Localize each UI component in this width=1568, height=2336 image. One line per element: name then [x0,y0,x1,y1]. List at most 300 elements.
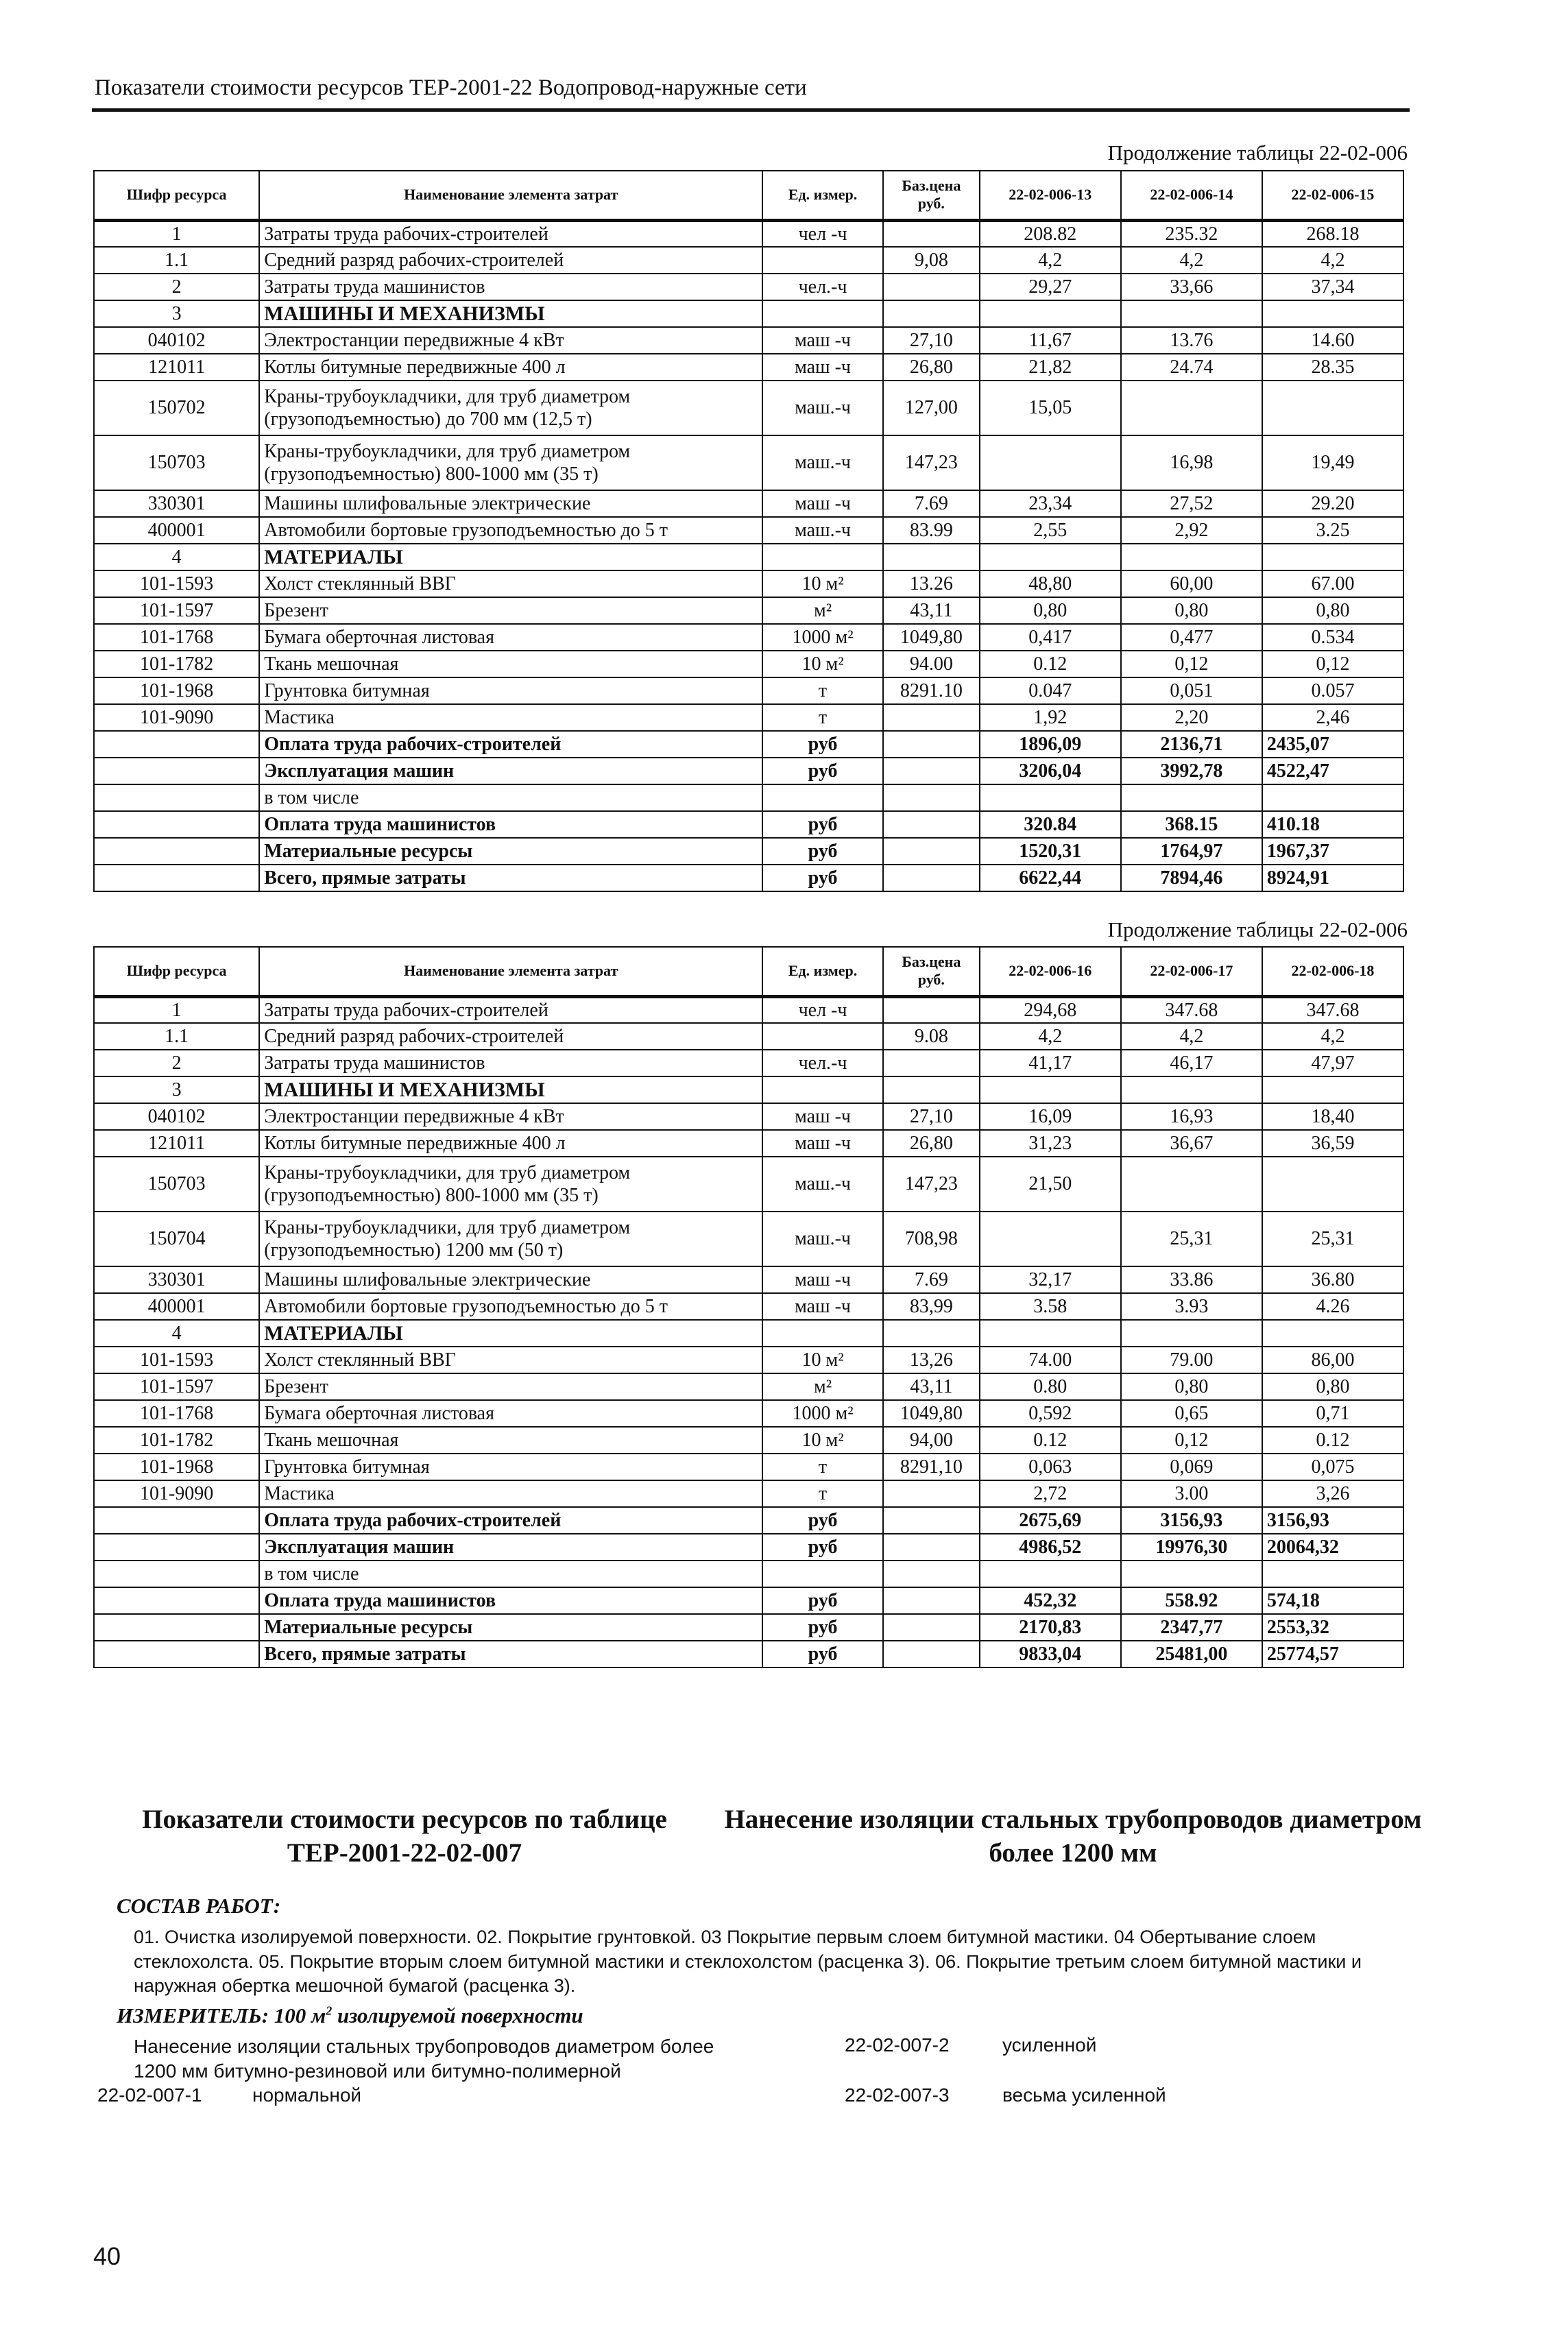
summary-cell: руб [762,865,883,891]
table-cell: Котлы битумные передвижные 400 л [259,354,762,381]
variant-code-2: 22-02-007-2 [845,2034,950,2056]
table-cell: маш -ч [762,1103,883,1130]
summary-cell [883,731,980,758]
table-cell: 4,2 [1262,1023,1403,1050]
table-cell: 10 м² [762,570,883,597]
summary-cell: 1764,97 [1121,838,1262,865]
summary-cell [883,1507,980,1534]
table-cell: 1000 м² [762,624,883,651]
table-cell: маш -ч [762,327,883,354]
summary-cell: 2170,83 [980,1614,1121,1641]
measure-prefix: ИЗМЕРИТЕЛЬ: 100 м [117,2003,326,2027]
table-row [94,1130,1403,1157]
table-cell: 11,67 [980,327,1121,354]
summary-row [94,811,1403,838]
summary-cell: в том числе [259,1561,762,1587]
table-cell [883,1320,980,1347]
table-cell: 101-1597 [94,597,259,624]
table-cell: Краны-трубоукладчики, для труб диаметром (грузоподъемностью) 1200 мм (50 т) [259,1212,762,1266]
table-cell: 28.35 [1262,354,1403,381]
table-cell: 4,2 [980,1023,1121,1050]
table-cell: 48,80 [980,570,1121,597]
table-cell: 94.00 [883,651,980,677]
table-cell: маш.-ч [762,517,883,544]
variant-name-3: весьма усиленной [1002,2084,1166,2106]
table-row [94,651,1403,677]
table-cell: 3.93 [1121,1293,1262,1320]
summary-cell: 4986,52 [980,1534,1121,1561]
summary-cell: руб [762,1534,883,1561]
table-cell: 0.047 [980,677,1121,704]
summary-row [94,731,1403,758]
table-cell: 43,11 [883,597,980,624]
summary-row [94,1587,1403,1614]
table-cell: 13.76 [1121,327,1262,354]
header-cell: 22-02-006-13 [980,171,1121,220]
table-cell: 127,00 [883,381,980,435]
table-row [94,1454,1403,1480]
table-row [94,1266,1403,1293]
table-cell [883,300,980,327]
table-cell: 19,49 [1262,435,1403,490]
summary-cell [980,1561,1121,1587]
summary-cell: Всего, прямые затраты [259,865,762,891]
table-cell: 347.68 [1262,996,1403,1023]
table-cell: Краны-трубоукладчики, для труб диаметром (грузоподъемностью) 800-1000 мм (35 т) [259,435,762,490]
table-cell: Машины шлифовальные электрические [259,490,762,517]
table-cell [762,1023,883,1050]
table-row [94,1050,1403,1076]
measure-suffix: изолируемой поверхности [332,2003,583,2027]
table-cell: Краны-трубоукладчики, для труб диаметром (грузоподъемностью) до 700 мм (12,5 т) [259,381,762,435]
table-cell: 0,477 [1121,624,1262,651]
summary-cell: 452,32 [980,1587,1121,1614]
summary-cell: 3206,04 [980,758,1121,784]
table-cell: маш -ч [762,1130,883,1157]
table-cell: 0,063 [980,1454,1121,1480]
table-row [94,381,1403,435]
table-cell: 4,2 [1262,247,1403,274]
table-row [94,1373,1403,1400]
table-cell: 268.18 [1262,220,1403,247]
table-cell: маш -ч [762,1293,883,1320]
table-cell: чел.-ч [762,1050,883,1076]
summary-cell [883,838,980,865]
summary-cell: 368.15 [1121,811,1262,838]
table-cell [1262,784,1403,811]
table-cell [883,1480,980,1507]
table-cell: 0,80 [1262,597,1403,624]
header-cell: 22-02-006-18 [1262,947,1403,996]
header-cell: 22-02-006-15 [1262,171,1403,220]
table-cell: 18,40 [1262,1103,1403,1130]
table-cell: Машины шлифовальные электрические [259,1266,762,1293]
table-cell [94,1614,259,1641]
table-row [94,247,1403,274]
table-cell [1262,381,1403,435]
table-cell: 15,05 [980,381,1121,435]
table-cell: 150703 [94,435,259,490]
table-cell: 150702 [94,381,259,435]
table-row [94,996,1403,1023]
header-cell: Баз.цена руб. [883,947,980,996]
table-row [94,704,1403,731]
summary-cell: Оплата труда рабочих-строителей [259,731,762,758]
table-cell: Ткань мешочная [259,1427,762,1454]
table-cell: Затраты труда рабочих-строителей [259,996,762,1023]
table-cell: 47,97 [1262,1050,1403,1076]
table-cell: чел -ч [762,220,883,247]
table-row [94,570,1403,597]
table-cell: 1.1 [94,1023,259,1050]
table-cell: МАШИНЫ И МЕХАНИЗМЫ [259,1076,762,1103]
table-cell: Грунтовка битумная [259,677,762,704]
table2-continuation: Продолжение таблицы 22-02-006 [1107,917,1408,941]
table-cell: 1 [94,220,259,247]
table-cell: 94,00 [883,1427,980,1454]
summary-cell [883,811,980,838]
table-cell: Холст стеклянный ВВГ [259,1347,762,1373]
section-title-left: Показатели стоимости ресурсов по таблице ТЕР-2001-22-02-007 [142,1805,667,1868]
table-cell: 67.00 [1262,570,1403,597]
summary-cell [883,1561,980,1587]
table-cell [883,544,980,570]
table-cell: 37,34 [1262,274,1403,300]
summary-cell: 2675,69 [980,1507,1121,1534]
table-cell: 4.26 [1262,1293,1403,1320]
table-cell: 4,2 [980,247,1121,274]
header-cell: Шифр ресурса [94,171,259,220]
summary-row [94,1534,1403,1561]
table-cell [94,784,259,811]
variant-name-2: усиленной [1002,2034,1097,2056]
table-cell: 2 [94,274,259,300]
table-cell [1262,1561,1403,1587]
table-cell [1121,1320,1262,1347]
summary-cell: руб [762,1587,883,1614]
header-cell: 22-02-006-16 [980,947,1121,996]
summary-cell [1121,1561,1262,1587]
table-cell: Бумага оберточная листовая [259,624,762,651]
header-cell: Наименование элемента затрат [259,171,762,220]
table-cell: 040102 [94,327,259,354]
summary-cell: 1896,09 [980,731,1121,758]
header-rule [92,108,1410,112]
table-cell: 7.69 [883,1266,980,1293]
table-cell: чел.-ч [762,274,883,300]
table-cell: 1,92 [980,704,1121,731]
table-cell: МАШИНЫ И МЕХАНИЗМЫ [259,300,762,327]
table-cell: 4,2 [1121,1023,1262,1050]
table-row [94,354,1403,381]
summary-cell: 3992,78 [1121,758,1262,784]
header-cell: 22-02-006-17 [1121,947,1262,996]
table-cell: 14.60 [1262,327,1403,354]
table-cell: 16,98 [1121,435,1262,490]
table-cell: т [762,677,883,704]
table-cell: 3156,93 [1262,1507,1403,1534]
table-cell: 3.58 [980,1293,1121,1320]
table-cell: т [762,1454,883,1480]
table-cell: т [762,704,883,731]
table-cell: 23,34 [980,490,1121,517]
table-cell: Средний разряд рабочих-строителей [259,1023,762,1050]
table-cell: 3.25 [1262,517,1403,544]
table-cell: 101-9090 [94,1480,259,1507]
table-row [94,624,1403,651]
table-cell: 4 [94,1320,259,1347]
summary-cell: руб [762,811,883,838]
summary-cell: 3156,93 [1121,1507,1262,1534]
table-cell [94,1534,259,1561]
table-cell: 79.00 [1121,1347,1262,1373]
table-cell [762,1320,883,1347]
table-cell: 1 [94,996,259,1023]
summary-row [94,758,1403,784]
summary-row [94,838,1403,865]
table-cell: 10 м² [762,1347,883,1373]
table-row [94,1212,1403,1266]
summary-cell: Оплата труда машинистов [259,811,762,838]
table-cell: 101-1768 [94,1400,259,1427]
table-cell: 83.99 [883,517,980,544]
table-cell: 25774,57 [1262,1641,1403,1667]
summary-row [94,1641,1403,1667]
table-row [94,1347,1403,1373]
table-cell: 0.80 [980,1373,1121,1400]
table-cell [94,1507,259,1534]
summary-cell [883,1587,980,1614]
table-cell: 36.80 [1262,1266,1403,1293]
summary-cell: 320.84 [980,811,1121,838]
table-cell: 0,80 [1262,1373,1403,1400]
summary-cell: 558.92 [1121,1587,1262,1614]
table-cell: 1049,80 [883,1400,980,1427]
table-cell: 3,26 [1262,1480,1403,1507]
table-cell: 2,20 [1121,704,1262,731]
table-cell: Краны-трубоукладчики, для труб диаметром (грузоподъемностью) 800-1000 мм (35 т) [259,1157,762,1212]
table-cell: 21,82 [980,354,1121,381]
table-row [94,1427,1403,1454]
table-cell: МАТЕРИАЛЫ [259,544,762,570]
summary-cell: руб [762,838,883,865]
header-cell: Шифр ресурса [94,947,259,996]
table-row [94,544,1403,570]
summary-cell: руб [762,731,883,758]
table-cell: 36,67 [1121,1130,1262,1157]
variant-code-3: 22-02-007-3 [845,2084,950,2106]
table-row [94,1480,1403,1507]
table-row [94,1076,1403,1103]
table-cell: 13.26 [883,570,980,597]
works-text: 01. Очистка изолируемой поверхности. 02. Покрытие грунтовкой. 03 Покрытие первым слоем битумной мастики. 04 Обертывание слоем стеклохолста. 05. Покрытие вторым слоем битумной мастики и стеклохолстом (расценка 3). 06. Покрытие третьим слоем битумной мастики и наружная обертка мешочной бумагой (расценка 3). [134,1927,1362,1997]
table-cell: 27,10 [883,327,980,354]
summary-cell: в том числе [259,784,762,811]
summary-row [94,784,1403,811]
table-cell: 0.12 [980,651,1121,677]
table-cell [94,838,259,865]
header-cell: 22-02-006-14 [1121,171,1262,220]
table-cell [883,220,980,247]
table-cell [1262,300,1403,327]
table-cell: 83,99 [883,1293,980,1320]
summary-cell: 6622,44 [980,865,1121,891]
table-cell: 410.18 [1262,811,1403,838]
summary-cell [762,1561,883,1587]
table-cell: маш.-ч [762,1212,883,1266]
table-row [94,1023,1403,1050]
header-cell: Ед. измер. [762,171,883,220]
table-cell: 1967,37 [1262,838,1403,865]
table-cell: Холст стеклянный ВВГ [259,570,762,597]
table-cell: 26,80 [883,354,980,381]
resource-table-1 [93,170,1404,892]
table-cell: м² [762,597,883,624]
table-cell: 101-1782 [94,651,259,677]
table-cell: 41,17 [980,1050,1121,1076]
table-cell: 31,23 [980,1130,1121,1157]
table-cell [980,544,1121,570]
table-row [94,327,1403,354]
table-cell: 32,17 [980,1266,1121,1293]
table-cell: м² [762,1373,883,1400]
summary-row [94,1561,1403,1587]
table-cell: 121011 [94,354,259,381]
summary-row [94,1614,1403,1641]
table-cell: 150703 [94,1157,259,1212]
table-cell: 2 [94,1050,259,1076]
table-cell: 46,17 [1121,1050,1262,1076]
table-cell: 0,12 [1121,1427,1262,1454]
table-cell: 294,68 [980,996,1121,1023]
table-cell: Грунтовка битумная [259,1454,762,1480]
table-cell: 2,46 [1262,704,1403,731]
table-cell: 347.68 [1121,996,1262,1023]
table-cell: 0,051 [1121,677,1262,704]
table-cell: 3 [94,300,259,327]
table-cell: 9,08 [883,247,980,274]
table-cell [1262,1076,1403,1103]
table-cell: 26,80 [883,1130,980,1157]
table-cell: 33,66 [1121,274,1262,300]
table-cell: Брезент [259,597,762,624]
table-cell: Ткань мешочная [259,651,762,677]
summary-cell: Материальные ресурсы [259,1614,762,1641]
table-cell: 29.20 [1262,490,1403,517]
summary-cell [762,784,883,811]
table-row [94,300,1403,327]
table-cell: 0.12 [1262,1427,1403,1454]
table-cell: 330301 [94,490,259,517]
table-cell: маш.-ч [762,381,883,435]
summary-cell [883,865,980,891]
table-cell: 13,26 [883,1347,980,1373]
table-row [94,1320,1403,1347]
table-cell [94,1587,259,1614]
table-cell: 2553,32 [1262,1614,1403,1641]
table-cell: 147,23 [883,435,980,490]
table-cell: Затраты труда машинистов [259,1050,762,1076]
table-cell: 0,71 [1262,1400,1403,1427]
table-cell: 16,09 [980,1103,1121,1130]
table-cell: 24.74 [1121,354,1262,381]
table-cell: 29,27 [980,274,1121,300]
table-cell: маш -ч [762,1266,883,1293]
table-cell: 235.32 [1121,220,1262,247]
summary-cell: 2136,71 [1121,731,1262,758]
table-cell: маш.-ч [762,435,883,490]
table-cell: 33.86 [1121,1266,1262,1293]
table-cell: Автомобили бортовые грузоподъемностью до 5 т [259,517,762,544]
table-cell [883,1050,980,1076]
table-cell: 27,52 [1121,490,1262,517]
table-cell: МАТЕРИАЛЫ [259,1320,762,1347]
table-cell [1262,1320,1403,1347]
summary-cell: Всего, прямые затраты [259,1641,762,1667]
table-cell [1262,544,1403,570]
table-cell: 1000 м² [762,1400,883,1427]
table-cell [1121,300,1262,327]
table-cell: 36,59 [1262,1130,1403,1157]
table-row [94,1293,1403,1320]
table-cell: 8924,91 [1262,865,1403,891]
summary-cell [883,758,980,784]
table-cell: 400001 [94,1293,259,1320]
table-cell: 2435,07 [1262,731,1403,758]
table-cell [762,247,883,274]
table-cell: 2,92 [1121,517,1262,544]
header-cell: Наименование элемента затрат [259,947,762,996]
table-cell: Автомобили бортовые грузоподъемностью до 5 т [259,1293,762,1320]
works-label: СОСТАВ РАБОТ: [117,1894,281,1918]
table-cell: 2,72 [980,1480,1121,1507]
summary-cell: руб [762,1641,883,1667]
page-header: Показатели стоимости ресурсов ТЕР-2001-22 Водопровод-наружные сети [95,75,807,100]
table-cell: 10 м² [762,651,883,677]
summary-cell: Оплата труда рабочих-строителей [259,1507,762,1534]
table-cell: 3.00 [1121,1480,1262,1507]
table-row [94,490,1403,517]
table-cell: 60,00 [1121,570,1262,597]
summary-cell: 25481,00 [1121,1641,1262,1667]
table-cell: Бумага оберточная листовая [259,1400,762,1427]
variant-intro: Нанесение изоляции стальных трубопроводов диаметром более 1200 мм битумно-резиновой или битумно-полимерной [134,2036,714,2082]
section-title-right: Нанесение изоляции стальных трубопроводов диаметром более 1200 мм [724,1805,1422,1868]
table-cell: 208.82 [980,220,1121,247]
table-cell: 0,80 [980,597,1121,624]
table-cell: т [762,1480,883,1507]
table-cell: 4 [94,544,259,570]
table-cell [94,731,259,758]
variant-code-1: 22-02-007-1 [97,2084,202,2106]
table-cell: 43,11 [883,1373,980,1400]
header-cell: Баз.цена руб. [883,171,980,220]
table-cell [980,1076,1121,1103]
table-cell [94,865,259,891]
table-cell [883,274,980,300]
table-cell [762,1076,883,1103]
table-cell [1121,381,1262,435]
summary-cell: 2347,77 [1121,1614,1262,1641]
table-cell: 0,65 [1121,1400,1262,1427]
summary-cell: Эксплуатация машин [259,1534,762,1561]
table-cell: 4,2 [1121,247,1262,274]
table-cell: 1049,80 [883,624,980,651]
table-cell: 101-1597 [94,1373,259,1400]
table-cell [1262,1157,1403,1212]
table-cell: Котлы битумные передвижные 400 л [259,1130,762,1157]
table-cell: 101-1768 [94,624,259,651]
